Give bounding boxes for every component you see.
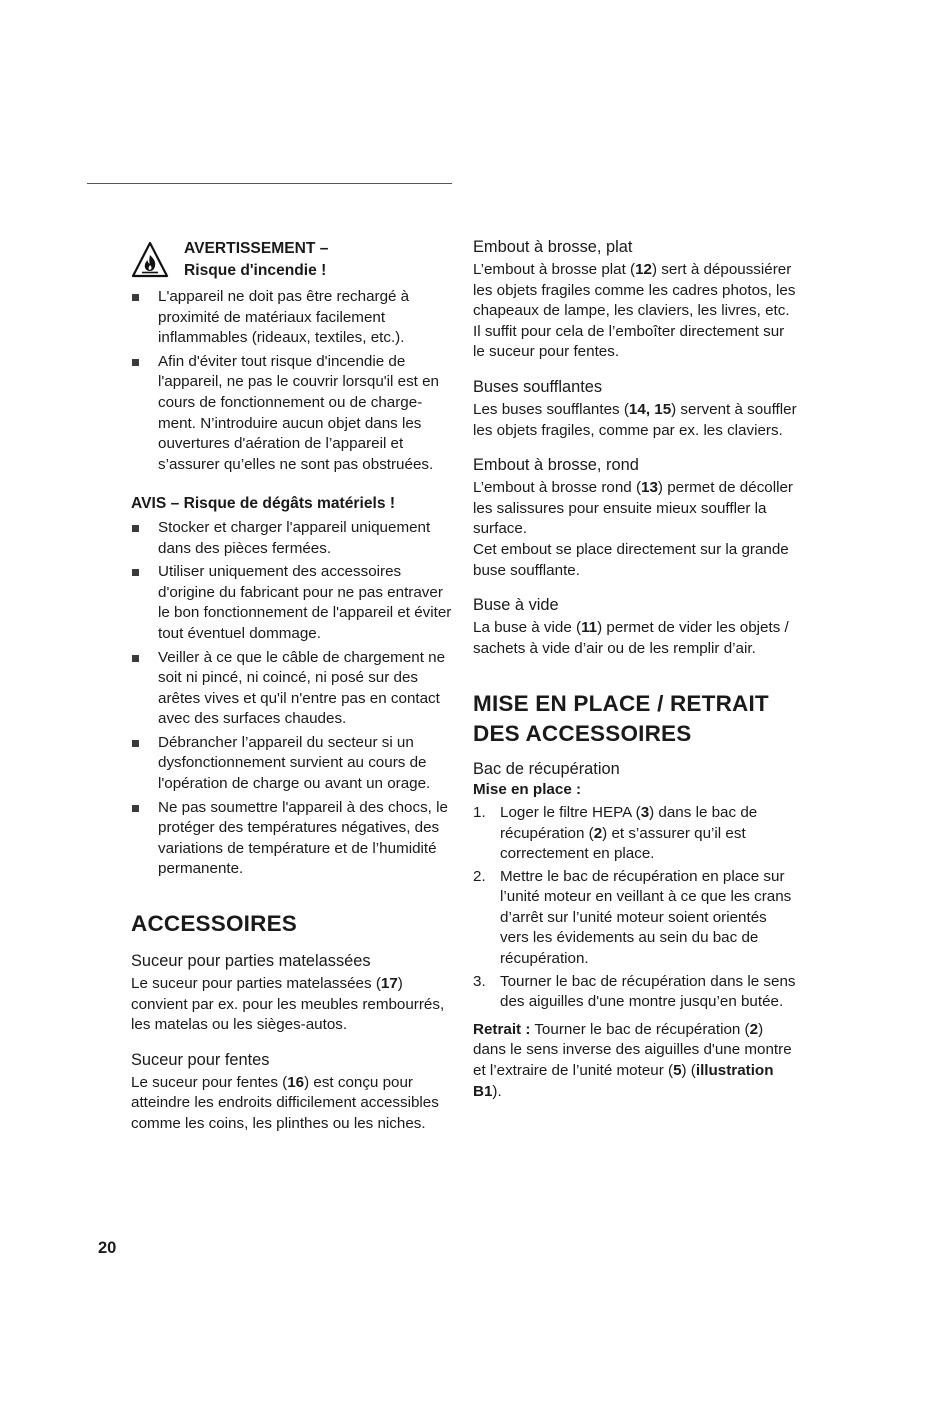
square-bullet-icon [132, 569, 139, 576]
section-text: Les buses soufflantes (14, 15) servent à souffler les objets fragiles, comme par ex. les claviers. [473, 400, 797, 439]
list-item-text: Débrancher l’appareil du secteur si un dysfonctionnement survient au cours de l'opération de charge ou avant un orage. [158, 733, 431, 793]
notice-list [131, 518, 453, 880]
left-column [131, 236, 453, 1135]
section-extra-text: Cet embout se place directement sur la grande buse soufflante. [473, 540, 789, 579]
section-title: Embout à brosse, rond [473, 456, 639, 475]
section-text: La buse à vide (11) permet de vider les objets / sachets à vide d’air ou de les remplir d’air. [473, 619, 789, 657]
steps-list [473, 803, 798, 1013]
list-item [131, 352, 453, 476]
section-text: L’embout à brosse rond (13) permet de décoller les salissures pour ensuite mieux souffler la surface. [473, 479, 793, 538]
notice-title: AVIS – Risque de dégâts matériels ! [131, 495, 396, 513]
section-extra-text: Il suffit pour cela de l’emboîter directement sur le suceur pour fentes. [473, 322, 785, 361]
section-embout-rond [473, 454, 798, 581]
list-item-text: Utiliser uniquement des accessoires d'origine du fabricant pour ne pas entraver le bon fonctionnement de l'appareil et éviter tout éventuel dommage. [158, 563, 452, 642]
section-title: Bac de récupération [473, 760, 620, 779]
section-title: Suceur pour parties matelassées [131, 952, 371, 971]
list-item-text: Afin d'éviter tout risque d'incendie de l'appareil, ne pas le couvrir lorsqu'il est en cours de fonctionnement ou de chargement. N’introduire aucun objet dans les ouvertures d'aération de l’appareil et s’assurer qu’elles ne sont pas obstruées. [158, 352, 440, 473]
page-number: 20 [98, 1239, 117, 1257]
section-buse-vide [473, 594, 798, 659]
section-title: Embout à brosse, plat [473, 238, 633, 256]
list-item [131, 798, 453, 880]
square-bullet-icon [132, 805, 139, 812]
retrait-paragraph: Retrait : Tourner le bac de récupération (2) dans le sens inverse des aiguilles d'une montre et l’extraire de l’unité moteur (5) (illustration B1). [473, 1020, 792, 1100]
list-item-text: Veiller à ce que le câble de chargement ne soit ni pincé, ni coincé, ni posé sur des arêtes vives et qu'il n'entre pas en contact avec des surfaces chaudes. [158, 648, 446, 728]
section-title: Suceur pour fentes [131, 1050, 270, 1069]
list-item [131, 518, 453, 559]
list-item [131, 562, 453, 644]
list-item [131, 733, 453, 795]
square-bullet-icon [132, 525, 139, 532]
list-item [131, 648, 453, 730]
list-item-text: Ne pas soumettre l'appareil à des chocs, le protéger des températures négatives, des variations de température et de l’humidité permanente. [158, 798, 448, 878]
accessoires-heading: ACCESSOIRES [131, 911, 297, 937]
mise-en-place-heading [473, 689, 798, 749]
section-text: Le suceur pour parties matelassées (17) convient par ex. pour les meubles rembourrés, les matelas ou les sièges-autos. [131, 975, 445, 1034]
list-item-text: Stocker et charger l'appareil uniquement dans des pièces fermées. [158, 518, 431, 557]
list-item: 1. Loger le filtre HEPA (3) dans le bac de récupération (2) et s’assurer qu’il est correctement en place. [473, 803, 758, 863]
warning-title-line1: AVERTISSEMENT – [184, 240, 329, 257]
section-text: L’embout à brosse plat (12) sert à dépoussiérer les objets fragiles comme les cadres photos, les chapeaux de lampe, les claviers, les livres, etc. [473, 261, 796, 320]
square-bullet-icon [132, 359, 139, 366]
heading-line: DES ACCESSOIRES [473, 721, 692, 747]
fire-warning [131, 238, 453, 284]
section-suceur-matelassees [131, 950, 453, 1036]
fire-warning-triangle-icon [131, 241, 169, 279]
step-number: 3. [473, 972, 486, 990]
list-item [131, 287, 453, 349]
section-title: Buses soufflantes [473, 377, 603, 396]
warning-title-line2: Risque d'incendie ! [184, 262, 327, 279]
square-bullet-icon [132, 655, 139, 662]
list-item [473, 867, 798, 970]
step-text: Mettre le bac de récupération en place sur l’unité moteur en veillant à ce que les crans d’arrêt sur l’unité moteur soient orientés vers les évidements au sein du bac de récupération. [500, 867, 792, 968]
heading-line: MISE EN PLACE / RETRAIT [473, 691, 769, 717]
section-text: Le suceur pour fentes (16) est conçu pour atteindre les endroits difficilement accessibles comme les coins, les plinthes ou les niches. [131, 1073, 439, 1132]
section-title: Buse à vide [473, 596, 559, 615]
list-item-text: L'appareil ne doit pas être rechargé à proximité de matériaux facilement inflammables (rideaux, textiles, etc.). [158, 288, 410, 347]
section-embout-plat [473, 236, 798, 363]
square-bullet-icon [132, 294, 139, 301]
right-column [473, 236, 798, 1102]
list-item [473, 972, 798, 1013]
square-bullet-icon [132, 740, 139, 747]
step-number: 2. [473, 867, 486, 885]
warning-list [131, 287, 453, 475]
mise-en-place-label: Mise en place : [473, 781, 582, 799]
step-text: Tourner le bac de récupération dans le sens des aiguilles d'une montre jusqu’en butée. [500, 972, 796, 1011]
step-number: 1. [473, 803, 486, 821]
header-rule [87, 183, 452, 184]
section-buses-soufflantes [473, 376, 798, 441]
section-suceur-fentes [131, 1049, 453, 1135]
